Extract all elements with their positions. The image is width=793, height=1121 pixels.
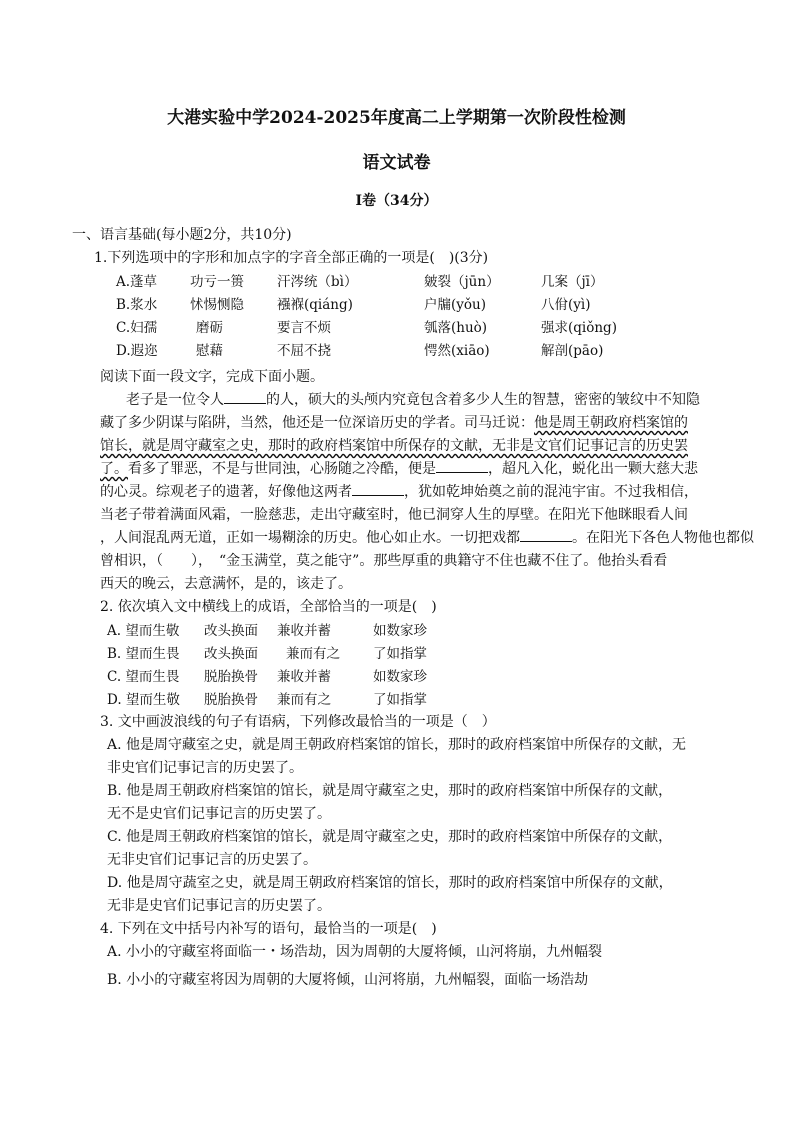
- q4-option-b: B. 小小的守藏室将因为周朝的大厦将倾，山河将崩，九州幅裂，面临一场浩劫: [107, 972, 589, 988]
- q1-option-d-w4: 解剖(pāo): [541, 343, 604, 359]
- passage-line-2: [100, 412, 688, 432]
- passage-text: 看多了罪恶，不是与世同浊，心肠随之冷酷，便是: [128, 461, 436, 477]
- volume-label: I卷（34分）: [355, 193, 438, 209]
- q2-option-a-3: 兼收并蓄: [277, 623, 331, 639]
- passage-line-1: [126, 389, 700, 409]
- q1-option-b-w2: 襁褓(qiáng): [277, 297, 353, 313]
- q4-stem: 4. 下列在文中括号内补写的语句，最恰当的一项是( ): [100, 921, 437, 937]
- passage-line-4: [100, 458, 698, 478]
- q1-option-c-w4: 强求(qiǒng): [541, 320, 617, 336]
- q2-option-a-1: A. 望而生敬: [107, 623, 180, 639]
- q2-option-a-4: 如数家珍: [373, 623, 427, 639]
- q1-stem: 1.下列选项中的字形和加点字的字音全部正确的一项是( )(3分): [94, 250, 489, 266]
- page-title: 大港实验中学2024-2025年度高二上学期第一次阶段性检测: [167, 108, 626, 128]
- q3-option-d-line2: 无非是史官们记事记言的历史罢了。: [107, 898, 331, 914]
- q2-option-c-3: 兼收并蓄: [277, 669, 331, 685]
- q3-stem: 3. 文中画波浪线的句子有语病，下列修改最恰当的一项是（ ）: [100, 714, 496, 730]
- q2-option-c-1: C. 望而生畏: [107, 669, 180, 685]
- q2-option-d-3: 兼而有之: [277, 692, 331, 708]
- q3-option-c-line2: 无非史官们记事记言的历史罢了。: [107, 852, 317, 868]
- q2-option-b-1: B. 望而生畏: [107, 646, 180, 662]
- passage-text: 的心灵。综观老子的遗著，好像他这两者: [100, 484, 352, 500]
- passage-line-3: [100, 435, 688, 455]
- q3-option-d-line1: D. 他是周守蔬室之史，就是周王朝政府档案馆的馆长，那时的政府档案馆中所保存的文献，: [107, 875, 673, 891]
- passage-line-9: 西天的晚云，去意满怀，是的，该走了。: [100, 576, 352, 592]
- passage-text: 。在阳光下各色人物他也都似: [572, 530, 754, 546]
- q2-option-c-2: 脱胎换骨: [204, 669, 258, 685]
- q1-option-a-w2: 汗涔统（bì）: [277, 274, 358, 290]
- q1-option-b-w4: 八佾(yì): [541, 297, 591, 313]
- q2-option-d-2: 脱胎换骨: [204, 692, 258, 708]
- q3-option-b-line2: 无不是史官们记事记言的历史罢了。: [107, 806, 331, 822]
- section-heading: 一、语言基础(每小题2分，共10分): [72, 227, 292, 243]
- passage-text: 老子是一位令人: [126, 392, 224, 408]
- passage-text: ，超凡入化，蜕化出一颗大慈大悲: [488, 461, 698, 477]
- passage-text: ，人间混乱两无道，正如一場糊涂的历史。他心如止水。一切把戏都: [100, 530, 520, 546]
- q1-option-a-w3: 皴裂（jūn）: [424, 274, 500, 290]
- blank-4: [520, 529, 572, 542]
- blank-2: [436, 460, 488, 473]
- q1-option-c-w3: 瓠落(huò): [424, 320, 488, 336]
- passage-intro: 阅读下面一段文字，完成下面小题。: [100, 369, 324, 385]
- passage-line-5: [100, 481, 698, 501]
- q3-option-c-line1: C. 他是周王朝政府档案馆的馆长，就是周守藏室之史，那时的政府档案馆中所保存的文献，: [107, 829, 673, 845]
- q1-option-d-w1: 慰藉: [196, 343, 223, 359]
- passage-line-6: 当老子带着满面风霜，一脸慈悲，走出守藏室时，他已洞穿人生的厚壁。在阳光下他眯眼看人间: [100, 507, 688, 523]
- passage-line-8: 曾相识，（ ）， “金玉满堂，莫之能守”。那些厚重的典籍守不住也藏不住了。他抬头看看: [100, 553, 668, 569]
- q1-option-c-w1: 磨砺: [196, 320, 223, 336]
- page-subtitle: 语文试卷: [362, 153, 431, 173]
- q1-option-d-w3: 愕然(xiāo): [424, 343, 490, 359]
- q1-option-b-label: B.浆水: [116, 297, 158, 313]
- q2-stem: 2. 依次填入文中横线上的成语，全部恰当的一项是( ): [100, 599, 437, 615]
- q3-option-a-line1: A. 他是周守藏室之史，就是周王朝政府档案馆的馆长，那时的政府档案馆中所保存的文献，无: [107, 737, 687, 753]
- q2-option-b-4: 了如指掌: [373, 646, 427, 662]
- q3-option-a-line2: 非史官们记事记言的历史罢了。: [107, 760, 303, 776]
- q2-option-b-3: 兼而有之: [286, 646, 340, 662]
- q1-option-c-label: C.妇孺: [116, 320, 158, 336]
- q1-option-b-w1: 怵惕恻隐: [190, 297, 244, 313]
- q1-option-d-w2: 不屈不挠: [277, 343, 331, 359]
- q2-option-c-4: 如数家珍: [373, 669, 427, 685]
- q2-option-d-1: D. 望而生敬: [107, 692, 180, 708]
- passage-text: 的人，硕大的头颅内究竟包含着多少人生的智慧，密密的皱纹中不知隐: [266, 392, 700, 408]
- blank-1: [224, 391, 266, 404]
- q1-option-d-label: D.遐迩: [116, 343, 158, 359]
- wavy-sentence: 他是周王朝政府档案馆的: [534, 415, 688, 431]
- q1-option-b-w3: 户牖(yǒu): [424, 297, 486, 313]
- q4-option-a: A. 小小的守藏室将面临一・场浩劫，因为周朝的大厦将倾，山河将崩，九州幅裂: [107, 944, 603, 960]
- blank-3: [352, 483, 404, 496]
- q2-option-d-4: 了如指掌: [373, 692, 427, 708]
- q1-option-c-w2: 要言不烦: [277, 320, 331, 336]
- q1-option-a-w4: 几案（jī）: [541, 274, 604, 290]
- q2-option-a-2: 改头换面: [204, 623, 258, 639]
- q3-option-b-line1: B. 他是周王朝政府档案馆的馆长，就是周守藏室之史，那时的政府档案馆中所保存的文献，: [107, 783, 673, 799]
- wavy-sentence: 馆长，就是周守藏室之史，那时的政府档案馆中所保存的文献，无非是文官们记事记言的历史罢: [100, 438, 688, 454]
- wavy-sentence: 了。: [100, 461, 128, 477]
- passage-text: 藏了多少阴谋与陷阱，当然，他还是一位深谙历史的学者。司马迁说：: [100, 415, 534, 431]
- q1-option-a-w1: 功亏一篑: [190, 274, 244, 290]
- q1-option-a-label: A.蓬草: [116, 274, 158, 290]
- passage-text: ，犹如乾坤始奠之前的混沌宇宙。不过我相信，: [404, 484, 698, 500]
- passage-line-7: [100, 527, 754, 547]
- q2-option-b-2: 改头换面: [204, 646, 258, 662]
